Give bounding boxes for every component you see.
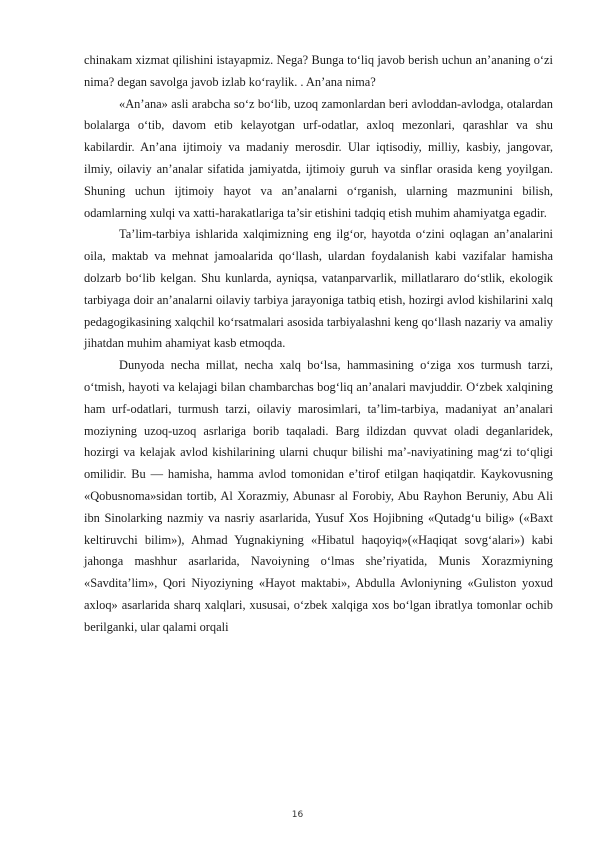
paragraph-anana-definition: «An’ana» asli arabcha so‘z bo‘lib, uzoq zamonlardan beri avloddan-avlodga, otalardan bolalarga o‘tib, davom etib kelayotgan urf-odatlar, axloq mezonlari, qarashlar va shu kabilardir. An’ana ijtimoiy va madaniy merosdir. Ular iqtisodiy, milliy, kasbiy, jangovar, ilmiy, oilaviy an’analar sifatida jamiyatda, ijtimoiy guruh va sinflar orasida keng yoyilgan. Shuning uchun ijtimoiy hayot va an’analarni o‘rganish, ularning mazmunini bilish, odamlarning xulqi va xatti-harakatlariga ta’sir etishini tadqiq etish muhim ahamiyatga egadir. (84, 96, 553, 220)
paragraph-dunyoda: Dunyoda necha millat, necha xalq bo‘lsa, hammasining o‘ziga xos turmush tarzi, o‘tmish, hayoti va kelajagi bilan chambarchas bog‘liq an’analari mavjuddir. O‘zbek xalqining ham urf-odatlari, turmush tarzi, oilaviy marosimlari, ta’lim-tarbiya, madaniyat an’analari mozіyning uzoq-uzoq asrlariga borib taqaladi. Barg ildizdan quvvat oladi deganlaridek, hozirgi va kelajak avlod kishilarining ularni chuqur bilishi ma’-naviyatining mag‘zi to‘qligi omilidir. Bu — hamisha, hamma avlod tomonidan e’tirof etilgan haqiqatdir. Kaykovusning «Qobusnoma»sidan tortib, Al Xorazmiy, Abunasr al Forobiy, Abu Rayhon Beruniy, Abu Ali ibn Sinolarking nazmiy va nasriy asarlarida, Yusuf Xos Hojibning «Qutadg‘u bilig» («Baxt keltiruvchi bilim»), Ahmad Yugnakiyning «Hibatul haqoyiq»(«Haqiqat sovg‘alari») kabi jahonga mashhur asarlarida, Navoiyning o‘lmas she’riyatida, Munis Xorazmiyning «Savdita’lim», Qori Niyoziyning «Hayot maktabi», Abdulla Avloniyning «Guliston yoxud axloq» asarlarida sharq xalqlari, xususai, o‘zbek xalqiga xos bo‘lgan ibratlya tomonlar ochib berilganki, ular qalami orqali (84, 358, 553, 634)
paragraph-talim-tarbiya: Ta’lim-tarbiya ishlarida xalqimizning eng ilg‘or, hayotda o‘zini oqlagan an’analarini oila, maktab va mehnat jamoalarida qo‘llash, ulardan foydalanish kabi vazifalar hamisha dolzarb bo‘lib kelgan. Shu kunlarda, ayniqsa, vatanparvarlik, millatlararo do‘stlik, ekologik tarbiyaga doir an’analarni oilaviy tarbiya jarayoniga tatbiq etish, hozirgi avlod kishilarini xalq pedagogikasining xalqchil ko‘rsatmalari asosida tarbiyalashni keng qo‘llash nazariy va amaliy jihatdan muhim ahamiyat kasb etmoqda. (84, 227, 553, 351)
page-number: 16 (291, 810, 304, 820)
paragraph-continuation: chinakam xizmat qilishini istayapmiz. Nega? Bunga to‘liq javob berish uchun an’ananing o‘zi nima? degan savolga javob izlab ko‘raylik. . An’ana nima? (84, 53, 553, 89)
body-text (84, 50, 553, 639)
